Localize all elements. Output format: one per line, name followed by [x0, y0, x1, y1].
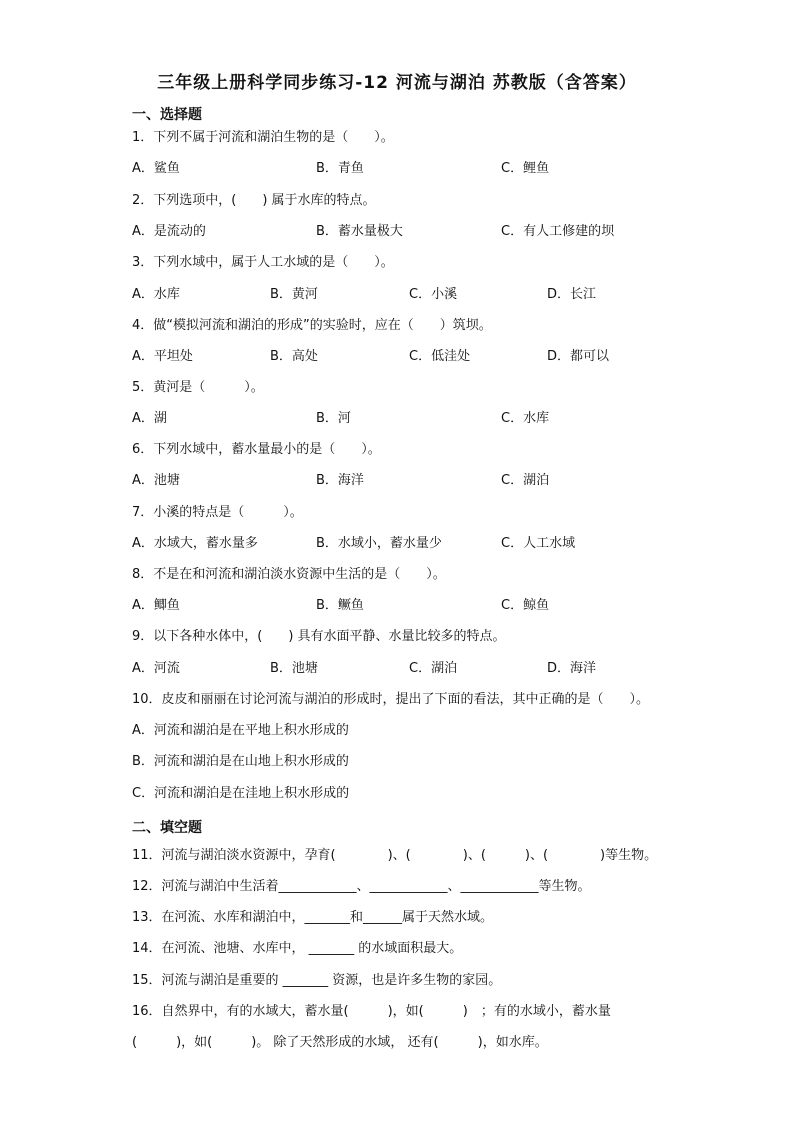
q4-option-c: C．低洼处	[409, 349, 471, 364]
section-heading-choice: 一、选择题	[132, 107, 202, 123]
q9-option-c: C．湖泊	[409, 661, 458, 676]
q8-option-b: B．鳜鱼	[316, 598, 364, 613]
q10-option-c: C．河流和湖泊是在洼地上积水形成的	[132, 786, 350, 801]
q9-option-a: A．河流	[132, 661, 180, 676]
question-15: 15．河流与湖泊是重要的 _______ 资源，也是许多生物的家园。	[132, 973, 502, 988]
question-14: 14．在河流、池塘、水库中， _______ 的水域面积最大。	[132, 941, 463, 956]
q8-option-c: C．鲸鱼	[501, 598, 550, 613]
q1-option-c: C．鲤鱼	[501, 161, 550, 176]
question-6: 6．下列水域中，蓄水量最小的是（ ）。	[132, 442, 381, 457]
q6-option-c: C．湖泊	[501, 473, 550, 488]
q7-option-b: B．水域小，蓄水量少	[316, 536, 442, 551]
page-title: 三年级上册科学同步练习-12 河流与湖泊 苏教版（含答案）	[157, 73, 637, 93]
q2-option-a: A．是流动的	[132, 224, 206, 239]
question-16-line-1: 16．自然界中，有的水域大，蓄水量( )，如( ) ；有的水域小，蓄水量	[132, 1004, 611, 1019]
q5-option-c: C．水库	[501, 411, 550, 426]
q5-option-b: B．河	[316, 411, 351, 426]
question-10: 10．皮皮和丽丽在讨论河流与湖泊的形成时，提出了下面的看法，其中正确的是（ ）。	[132, 692, 650, 707]
q4-option-d: D．都可以	[547, 349, 610, 364]
q6-option-a: A．池塘	[132, 473, 180, 488]
q7-option-c: C．人工水域	[501, 536, 576, 551]
q5-option-a: A．湖	[132, 411, 167, 426]
question-3: 3．下列水域中，属于人工水域的是（ ）。	[132, 255, 394, 270]
q9-option-b: B．池塘	[270, 661, 318, 676]
question-7: 7．小溪的特点是（ ）。	[132, 505, 303, 520]
q3-option-c: C．小溪	[409, 287, 458, 302]
q3-option-a: A．水库	[132, 287, 180, 302]
q2-option-b: B．蓄水量极大	[316, 224, 403, 239]
question-2: 2．下列选项中，( ) 属于水库的特点。	[132, 193, 376, 208]
question-5: 5．黄河是（ ）。	[132, 380, 264, 395]
q9-option-d: D．海洋	[547, 661, 597, 676]
q4-option-a: A．平坦处	[132, 349, 193, 364]
q6-option-b: B．海洋	[316, 473, 364, 488]
question-1: 1．下列不属于河流和湖泊生物的是（ ）。	[132, 130, 394, 145]
q2-option-c: C．有人工修建的坝	[501, 224, 615, 239]
question-13: 13．在河流、水库和湖泊中，_______和______属于天然水域。	[132, 910, 494, 925]
question-12: 12．河流与湖泊中生活着____________、____________、____________等生物。	[132, 879, 591, 894]
q3-option-d: D．长江	[547, 287, 597, 302]
question-11: 11．河流与湖泊淡水资源中，孕育( )、( )、( )、( )等生物。	[132, 848, 658, 863]
q7-option-a: A．水域大，蓄水量多	[132, 536, 258, 551]
q10-option-b: B．河流和湖泊是在山地上积水形成的	[132, 754, 349, 769]
q1-option-a: A．鲨鱼	[132, 161, 180, 176]
q1-option-b: B．青鱼	[316, 161, 364, 176]
q3-option-b: B．黄河	[270, 287, 318, 302]
question-16-line-2: ( )，如( )。 除了天然形成的水域， 还有( )，如水库。	[132, 1035, 548, 1050]
section-heading-fill: 二、填空题	[132, 820, 202, 836]
q4-option-b: B．高处	[270, 349, 318, 364]
question-8: 8．不是在和河流和湖泊淡水资源中生活的是（ ）。	[132, 567, 446, 582]
q10-option-a: A．河流和湖泊是在平地上积水形成的	[132, 723, 349, 738]
q8-option-a: A．鲫鱼	[132, 598, 180, 613]
question-4: 4．做“模拟河流和湖泊的形成”的实验时，应在（ ）筑坝。	[132, 318, 492, 333]
question-9: 9．以下各种水体中，( ) 具有水面平静、水量比较多的特点。	[132, 629, 506, 644]
